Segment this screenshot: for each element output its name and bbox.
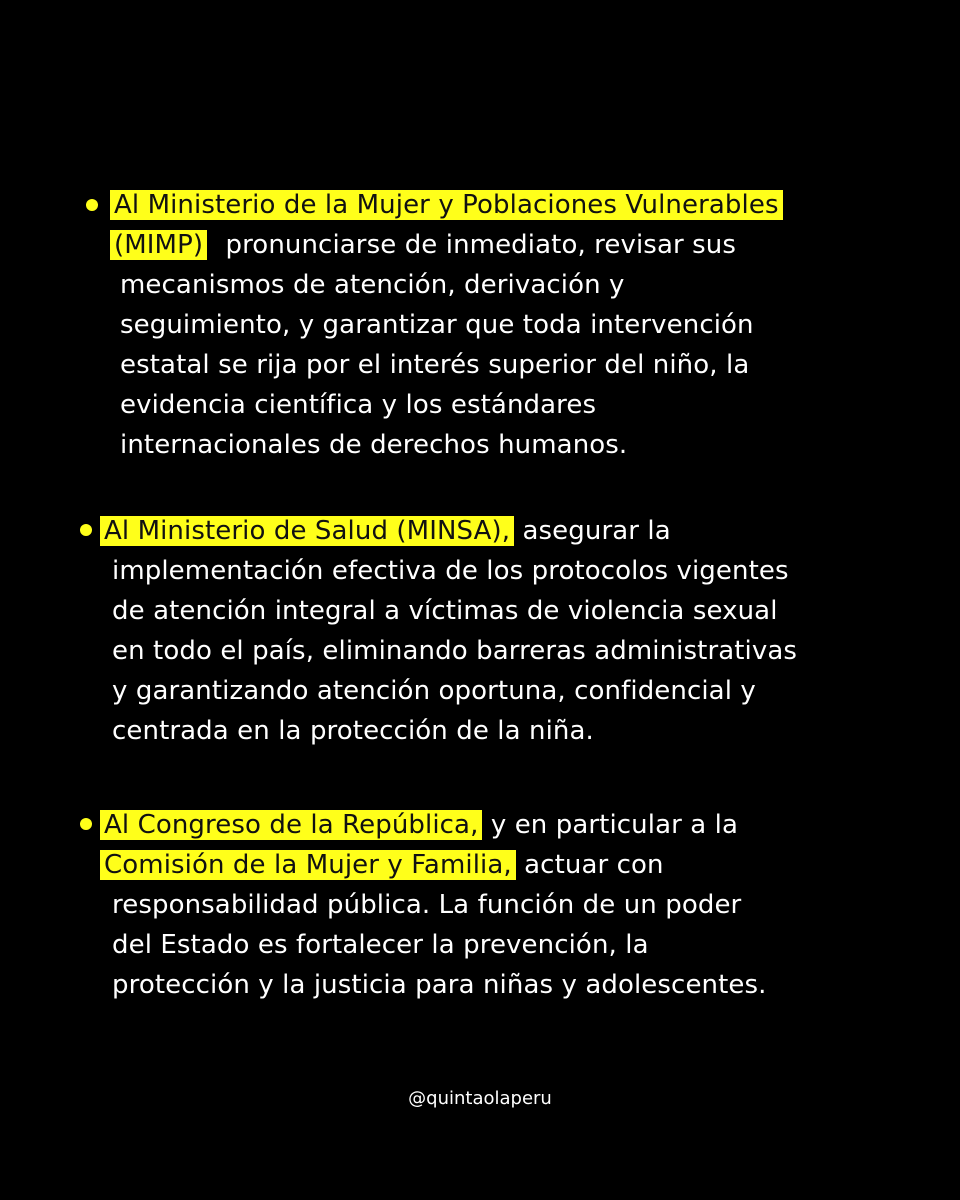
item-text: mecanismos de atención, derivación y bbox=[120, 270, 625, 300]
highlight-congreso: Al Congreso de la República, bbox=[100, 810, 482, 840]
item-text: y garantizando atención oportuna, confidencial y bbox=[112, 676, 756, 706]
item-text: del Estado es fortalecer la prevención, la bbox=[112, 930, 649, 960]
item-text: seguimiento, y garantizar que toda intervención bbox=[120, 310, 754, 340]
item-text: centrada en la protección de la niña. bbox=[112, 716, 594, 746]
item-text: protección y la justicia para niñas y adolescentes. bbox=[112, 970, 767, 1000]
highlight-comision: Comisión de la Mujer y Familia, bbox=[100, 850, 516, 880]
item-text: evidencia científica y los estándares bbox=[120, 390, 597, 420]
item-line bbox=[110, 226, 736, 264]
item-line bbox=[100, 512, 671, 550]
bullet-icon bbox=[86, 199, 98, 211]
item-text: de atención integral a víctimas de violencia sexual bbox=[112, 596, 778, 626]
highlight-mimp-acronym: (MIMP) bbox=[110, 230, 207, 260]
highlight-minsa: Al Ministerio de Salud (MINSA), bbox=[100, 516, 514, 546]
item-text: internacionales de derechos humanos. bbox=[120, 430, 628, 460]
item-line bbox=[100, 846, 664, 884]
bullet-icon bbox=[80, 524, 92, 536]
item-text: en todo el país, eliminando barreras administrativas bbox=[112, 636, 798, 666]
item-text: asegurar la bbox=[522, 516, 671, 546]
bullet-icon bbox=[80, 818, 92, 830]
social-handle: @quintaolaperu bbox=[408, 1088, 552, 1109]
highlight-mimp-name: Al Ministerio de la Mujer y Poblaciones Vulnerables bbox=[110, 190, 783, 220]
item-text: pronunciarse de inmediato, revisar sus bbox=[225, 230, 737, 260]
item-text: responsabilidad pública. La función de un poder bbox=[112, 890, 742, 920]
item-text: y en particular a la bbox=[490, 810, 739, 840]
item-text: actuar con bbox=[524, 850, 664, 880]
item-line bbox=[100, 806, 738, 844]
item-text: estatal se rija por el interés superior del niño, la bbox=[120, 350, 750, 380]
item-line bbox=[110, 186, 783, 224]
item-text: implementación efectiva de los protocolos vigentes bbox=[112, 556, 789, 586]
